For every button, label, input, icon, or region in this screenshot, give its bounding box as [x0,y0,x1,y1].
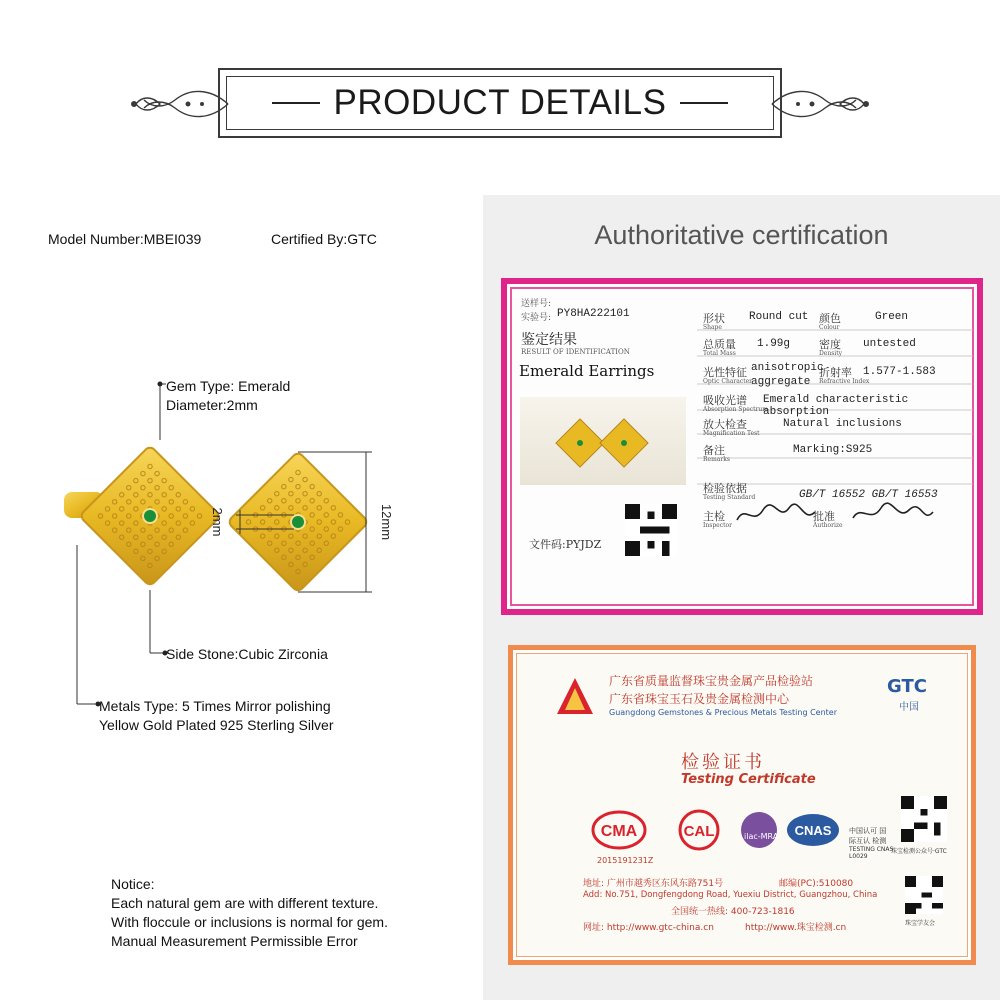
website: 网址: http://www.gtc-china.cn [583,923,714,933]
gtc-mark: GTC [887,676,927,697]
notice-line: Manual Measurement Permissible Error [111,933,358,949]
absorption-value: Emerald characteristic absorption [763,394,909,418]
test-label: 实验号: [521,313,552,323]
remarks-label: 备注 [703,444,725,457]
address-cn: 地址: 广州市越秀区东风东路751号 [583,879,724,889]
org-name-cn-1: 广东省质量监督珠宝贵金属产品检验站 [609,674,814,688]
svg-text:CAL: CAL [683,823,715,840]
standard-label: 检验依据 [703,482,747,495]
earrings-diagram [60,370,400,730]
test-number: PY8HA222101 [557,308,630,320]
svg-text:CNAS: CNAS [794,823,832,838]
remarks-value: Marking:S925 [793,444,873,456]
approver-sub: Authorize [813,522,843,529]
sample-label: 送样号: [521,299,552,309]
hotline: 全国统一热线: 400-723-1816 [671,907,795,917]
colour-label: 颜色 [819,312,841,325]
optic-label: 光性特征 [703,366,747,379]
accreditation-logos [591,806,841,856]
page-title-text: PRODUCT DETAILS [333,83,667,122]
optic-value-1: anisotropic [751,362,824,374]
inspector-label: 主检 [703,510,725,523]
notice-block [111,875,388,951]
optic-value-2: aggregate [751,376,811,388]
colour-sub: Colour [819,324,840,331]
cnas-sub: TESTING CNAS L0029 [849,846,894,860]
signature-icon [733,500,973,530]
svg-text:CMA: CMA [600,823,638,840]
refractive-label: 折射率 [819,366,852,379]
metals-line-2: Yellow Gold Plated 925 Sterling Silver [99,717,334,733]
page-title [226,76,774,130]
website-2: http://www.珠宝检测.cn [745,923,847,933]
remarks-sub: Remarks [703,456,730,463]
shape-label: 形状 [703,312,725,325]
metals-line-1: Metals Type: 5 Times Mirror polishing [99,698,331,714]
certified-by: Certified By:GTC [271,231,377,247]
mass-sub: Total Mass [703,350,736,357]
standard-value: GB/T 16552 GB/T 16553 [799,489,938,501]
ilac-logo-icon [741,812,777,848]
inspector-sub: Inspector [703,522,732,529]
density-sub: Density [819,350,843,357]
certificate-photo [520,397,686,485]
magnification-label: 放大检查 [703,418,747,431]
mass-value: 1.99g [757,338,791,350]
result-sub: RESULT OF IDENTIFICATION [521,348,630,356]
shape-value: Round cut [749,311,809,323]
model-number: Model Number:MBEI039 [48,231,202,247]
product-name: Emerald Earrings [519,362,655,380]
gem-type: Gem Type: Emerald [166,378,291,394]
result-label: 鉴定结果 [521,332,577,348]
address-en: Add: No.751, Dongfengdong Road, Yuexiu District, Guangzhou, China [583,890,878,900]
density-label: 密度 [819,338,841,351]
postcode: 邮编(PC):510080 [779,879,854,889]
notice-heading: Notice: [111,876,155,892]
qr-code-icon [625,504,677,556]
notice-line: With floccule or inclusions is normal for gem. [111,914,388,930]
standard-sub: Testing Standard [703,494,756,501]
optic-sub: Optic Character [703,378,753,385]
ornament-left-icon [130,78,230,130]
file-code: 文件码:PYJDZ [529,538,602,551]
earring-right [227,451,368,592]
magnification-value: Natural inclusions [783,418,902,430]
org-name-en: Guangdong Gemstones & Precious Metals Testing Center [609,708,837,717]
gtc-cn: 中国 [899,702,919,713]
ornament-right-icon [770,78,870,130]
ilac-text: ilac-MRA [744,832,779,841]
qr-code-icon [905,876,943,914]
callout-dot [158,382,163,387]
refractive-value: 1.577-1.583 [863,366,936,378]
dim-2mm: 2mm [210,507,225,537]
earring-left [79,445,220,586]
metals-spec [99,697,334,735]
notice-line: Each natural gem are with different texture. [111,895,379,911]
colour-value: Green [875,311,909,323]
certification-title: Authoritative certification [594,220,889,250]
intl-recognition: 中国认可 国际互认 检测 [849,827,887,845]
certificate-en: Testing Certificate [681,772,816,787]
header-banner [130,58,870,148]
magnification-sub: Magnification Test [703,430,760,437]
approver-label: 批准 [813,510,835,523]
gem-spec [166,377,290,415]
refractive-sub: Refractive Index [819,378,870,385]
gem-diameter: Diameter:2mm [166,397,258,413]
certification-panel [483,195,1000,1000]
certificate-cn: 检验证书 [681,752,765,773]
cma-number: 2015191231Z [597,856,654,865]
org-name-cn-2: 广东省珠宝玉石及贵金属检测中心 [609,692,790,706]
absorption-sub: Absorption Spectrum [703,406,768,413]
absorption-label: 吸收光谱 [703,394,747,407]
shape-sub: Shape [703,324,722,331]
gtc-logo-icon [553,676,597,716]
side-stone: Side Stone:Cubic Zirconia [166,646,328,662]
dim-12mm: 12mm [379,503,394,541]
density-value: untested [863,338,916,350]
qr-caption: 珠宝检测公众号·GTC [891,848,947,855]
qr-caption-2: 珠宝学友会 [905,920,936,927]
qr-code-icon [901,796,947,842]
testing-certificate [508,645,976,965]
mass-label: 总质量 [703,338,736,351]
identification-certificate [501,278,983,615]
